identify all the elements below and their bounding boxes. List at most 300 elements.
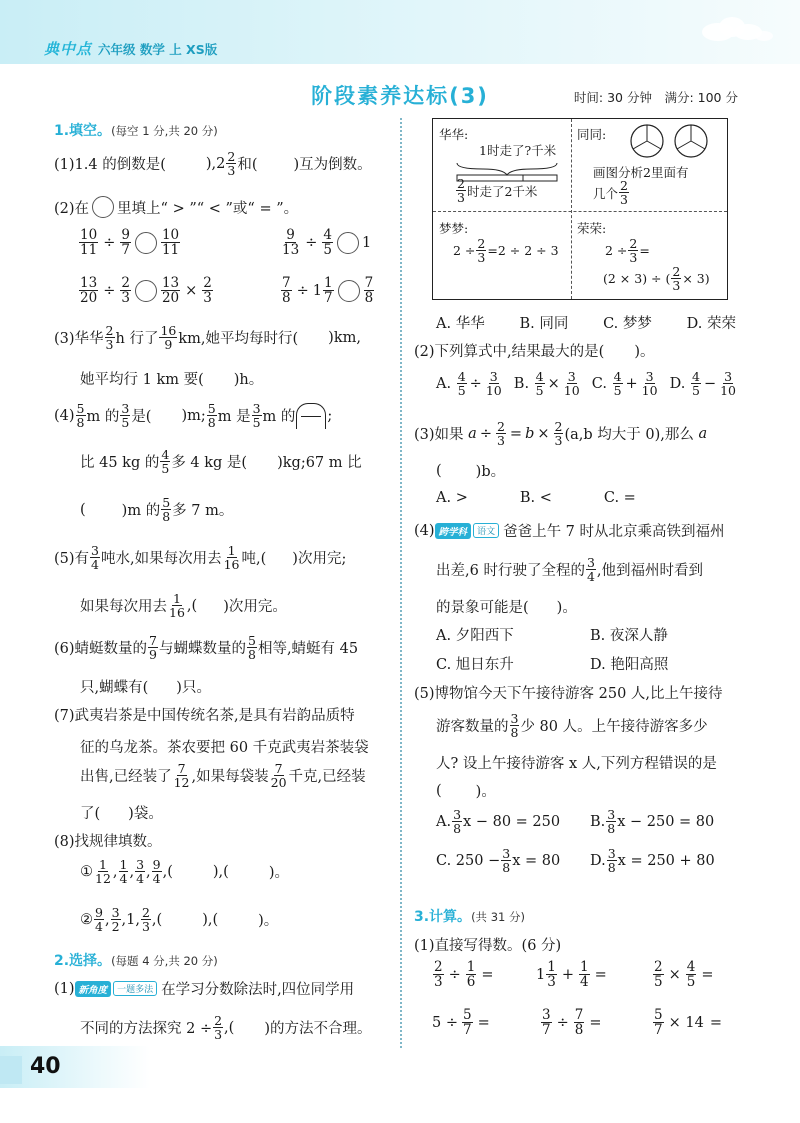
fraction: [281, 276, 292, 305]
op: ÷: [103, 234, 116, 251]
num: 2: [214, 1013, 223, 1028]
option-b[interactable]: B. 同同: [519, 316, 569, 332]
fraction: [159, 324, 177, 351]
op: =: [701, 966, 714, 983]
num: 5: [654, 1007, 663, 1023]
text: 多 7 m。: [172, 503, 234, 520]
q2-3-line2: [436, 460, 505, 481]
text: ,(: [224, 1019, 235, 1036]
num: 1: [227, 543, 236, 558]
fraction: [202, 276, 213, 305]
den: 4: [579, 974, 589, 991]
text: x − 80 = 250: [463, 813, 561, 830]
num: 2: [141, 905, 150, 920]
den: 4: [136, 871, 145, 887]
compare-item-4: [280, 276, 375, 305]
text: (2 × 3) ÷ (: [603, 271, 671, 287]
text: ),(: [212, 863, 229, 880]
text: 几个: [593, 185, 619, 201]
huahua-bottom: [455, 177, 537, 204]
den: 11: [161, 242, 180, 259]
option-b[interactable]: B. <: [519, 490, 552, 506]
op: ÷: [469, 375, 482, 392]
num: 3: [542, 1007, 551, 1023]
den: 8: [364, 290, 374, 307]
fraction: [213, 1014, 223, 1041]
text: 里填上“ > ”“ < ”或“ = ”。: [117, 200, 299, 217]
num: 1: [172, 591, 181, 606]
num: 2: [477, 236, 486, 251]
text: (1): [54, 980, 75, 997]
den: 3: [554, 433, 563, 449]
den: 8: [248, 647, 256, 663]
num: 16: [160, 323, 177, 338]
den: 7: [121, 242, 130, 259]
text: )。: [556, 600, 577, 616]
den: 8: [607, 821, 616, 837]
text: x = 250 + 80: [617, 852, 715, 869]
fraction: [79, 228, 98, 257]
num: 7: [364, 275, 374, 291]
fraction: [148, 634, 158, 661]
q1-8-seq2: ② $\frac{9}{4}$ , $\frac{3}{2}$ , 1 , $\frac{2}{3}$ ,( ),( )。: [80, 905, 279, 935]
rongrong-label: 荣荣:: [577, 221, 607, 236]
option-a[interactable]: A. >: [436, 490, 468, 506]
den: 3: [620, 192, 628, 208]
fraction: [510, 712, 520, 739]
op: +: [561, 966, 574, 983]
section-3-heading: [414, 906, 525, 926]
fraction: [641, 370, 659, 397]
text: )m;: [181, 407, 206, 424]
text: 游客数量的: [436, 719, 509, 736]
text: )互为倒数。: [293, 157, 372, 174]
den: 3: [434, 974, 443, 991]
text: x = 80: [512, 852, 561, 869]
fraction: [90, 544, 100, 571]
cloud-icon: [688, 10, 778, 44]
den: 11: [80, 242, 98, 259]
fraction: [586, 556, 596, 583]
text: ,他到福州时看到: [596, 563, 704, 580]
fraction: [111, 906, 121, 933]
op: −: [703, 375, 717, 392]
den: 9: [149, 647, 157, 663]
text: km,她平均每时行(: [178, 331, 299, 348]
fraction: [554, 420, 564, 447]
text: (4): [414, 522, 435, 539]
den: 4: [91, 557, 99, 573]
option-d[interactable]: [670, 370, 738, 397]
compare-circle[interactable]: [92, 196, 114, 218]
fraction: [168, 592, 186, 619]
den: 20: [270, 775, 287, 791]
q1-3: [54, 324, 361, 351]
section-1-heading: [54, 120, 218, 140]
text: m 是: [217, 409, 251, 426]
num: 10: [161, 227, 180, 243]
fraction: [628, 237, 638, 264]
fraction: [247, 634, 257, 661]
column-divider: [400, 118, 402, 1048]
num: 3: [91, 543, 99, 558]
q1-4-line3: [80, 496, 233, 523]
den: 8: [162, 509, 171, 525]
op: × 14: [668, 1014, 704, 1031]
q2-5-line4: [436, 780, 496, 801]
box-divider-v: [571, 119, 572, 299]
num: 4: [161, 447, 170, 462]
den: 5: [121, 415, 130, 431]
text: 只,蝴蝶有(: [80, 680, 149, 696]
text: ①: [80, 863, 93, 880]
option-c[interactable]: C. =: [603, 490, 636, 506]
den: 3: [121, 290, 130, 307]
den: 5: [252, 415, 261, 431]
num: 2: [457, 176, 465, 191]
den: 5: [613, 383, 622, 399]
fraction: [607, 847, 617, 874]
mengmeng-label: 梦梦:: [439, 221, 469, 236]
text: )km,: [328, 329, 361, 346]
text: )。: [268, 865, 289, 882]
text: 吨水,如果每次用去: [101, 551, 222, 568]
den: 9: [164, 337, 173, 353]
op: ×: [185, 282, 198, 299]
circle-diagram: [627, 123, 717, 161]
fraction: [613, 370, 623, 397]
calc-6: [652, 1008, 722, 1037]
den: 3: [672, 278, 681, 294]
num: 2: [554, 419, 563, 434]
mengmeng-expr: [453, 237, 559, 264]
text: ,(: [186, 597, 198, 614]
q2-2: [414, 340, 654, 361]
compare-item-3: [78, 276, 214, 305]
text: 和(: [237, 157, 258, 174]
heading-text: 3.计算。: [414, 909, 472, 925]
heading-note: (每空 1 分,共 20 分): [111, 124, 218, 138]
q2-5-options: [436, 808, 736, 875]
text: ),(: [202, 911, 219, 928]
op: ÷: [479, 425, 492, 442]
num: 3: [586, 555, 595, 570]
den: 3: [496, 433, 505, 449]
num: 2: [434, 959, 443, 975]
heading-note: (共 31 分): [471, 910, 525, 924]
fraction: [79, 276, 98, 305]
num: 5: [462, 1007, 472, 1023]
q1-6: [54, 634, 358, 661]
label: D.: [669, 375, 686, 392]
option-d[interactable]: D. 荣荣: [686, 316, 736, 332]
den: 10: [641, 383, 658, 399]
text: )的方法不合理。: [264, 1021, 372, 1038]
q2-4-line2: [436, 556, 703, 583]
text: 2 ÷: [605, 243, 628, 259]
text: 相等,蜻蜓有 45: [257, 641, 359, 658]
q2-5-line2: [436, 712, 708, 739]
fraction: [120, 402, 130, 429]
text: 5 ÷: [432, 1014, 458, 1031]
text: (: [80, 501, 86, 518]
text: 吨,(: [241, 551, 267, 568]
option-a[interactable]: A. 华华: [436, 316, 485, 332]
num: 13: [161, 275, 180, 291]
q2-5-line3: 人? 设上午接待游客 x 人,下列方程错误的是: [436, 756, 717, 772]
fraction: [364, 276, 375, 305]
den: 5: [691, 383, 700, 399]
den: 8: [502, 860, 511, 876]
option-a[interactable]: [436, 370, 504, 397]
text: h 行了: [115, 331, 159, 348]
op: =: [509, 425, 523, 442]
num: 4: [323, 227, 332, 243]
op: ÷: [305, 234, 318, 251]
text: 出售,已经装了: [80, 769, 172, 786]
num: 4: [457, 369, 466, 384]
q2-4-options: [436, 624, 726, 674]
calc-4: [432, 1008, 490, 1037]
num: 2: [105, 323, 114, 338]
fraction: [270, 762, 288, 789]
multi-method-badge: 一题多法: [113, 981, 157, 996]
den: 20: [80, 290, 98, 307]
text: (4): [54, 407, 75, 424]
page-title: 阶段素养达标(3): [311, 84, 489, 108]
fraction: [462, 1008, 473, 1037]
var: a: [698, 425, 708, 442]
fraction: [563, 370, 581, 397]
fraction: [606, 808, 616, 835]
text: 比 45 kg 的: [80, 455, 160, 472]
var: a: [468, 425, 477, 442]
option-a[interactable]: A. 夕阳西下: [436, 628, 514, 644]
num: 3: [567, 369, 576, 384]
var: b: [525, 425, 535, 442]
text: )。: [475, 784, 496, 800]
text: (2)在: [54, 200, 90, 217]
fraction: [535, 370, 545, 397]
num: 1: [323, 275, 333, 291]
q2-1: [54, 978, 354, 999]
fraction: [161, 276, 180, 305]
text: 爸爸上午 7 时从北京乘高铁到福州: [503, 524, 725, 540]
method-box: [432, 118, 728, 300]
fraction: [457, 370, 467, 397]
fraction: [161, 496, 171, 523]
num: 2: [496, 419, 505, 434]
num: 3: [607, 807, 616, 822]
den: 5: [535, 383, 544, 399]
q1-1: [54, 150, 372, 177]
den: 3: [629, 250, 638, 266]
text: × 3): [682, 271, 710, 287]
num: 3: [252, 401, 261, 416]
op: ×: [537, 425, 550, 442]
label: D.: [590, 852, 606, 869]
den: 10: [563, 383, 580, 399]
text: (3)华华: [54, 331, 104, 348]
option-c[interactable]: [436, 847, 590, 874]
op: ÷: [296, 282, 309, 299]
q2-1-line2: [80, 1014, 372, 1041]
text: (a,b 均大于 0),那么: [564, 427, 694, 444]
text: 的景象可能是(: [436, 600, 529, 616]
fraction: [160, 448, 170, 475]
compare-circle[interactable]: [135, 280, 157, 302]
fraction: [501, 847, 511, 874]
option-b[interactable]: B. 夜深人静: [590, 628, 668, 644]
text: ,如果每袋装: [191, 769, 269, 786]
den: 16: [223, 557, 240, 573]
text: 少 80 人。上午接待游客多少: [520, 719, 708, 736]
fraction: [719, 370, 737, 397]
q1-6-line2: [80, 676, 211, 697]
fraction: [207, 402, 217, 429]
compare-circle[interactable]: [135, 232, 157, 254]
fraction: [120, 228, 131, 257]
den: 4: [119, 871, 128, 887]
label: B.: [513, 375, 530, 392]
compare-item-1: [78, 228, 181, 257]
footer-tab: [0, 1056, 22, 1084]
value: 1: [361, 234, 372, 251]
heading-text: 1.填空。: [54, 123, 112, 139]
text: )m 的: [121, 503, 161, 520]
text: (: [436, 462, 442, 479]
text: )kg;67 m 比: [277, 455, 362, 472]
num: 3: [111, 905, 120, 920]
option-d[interactable]: D. 艳阳高照: [590, 657, 669, 673]
op: ×: [547, 375, 560, 392]
text: (1)1.4 的倒数是(: [54, 157, 166, 174]
den: 3: [227, 163, 236, 179]
page-number: 40: [30, 1054, 61, 1079]
num: 4: [691, 369, 700, 384]
fraction: [671, 265, 681, 292]
text: m 的: [262, 409, 296, 426]
fraction: [541, 1008, 552, 1037]
q1-2: [54, 196, 298, 218]
box-divider-h: [433, 211, 727, 212]
op: =: [477, 1014, 490, 1031]
q2-4-line3: [436, 596, 577, 617]
rongrong-expr1: [605, 237, 650, 264]
q1-3-line2: [80, 368, 263, 389]
text: 在学习分数除法时,四位同学用: [161, 982, 355, 998]
num: 3: [724, 369, 733, 384]
fraction: [226, 150, 236, 177]
compare-circle[interactable]: [338, 280, 360, 302]
text: 她平均行 1 km 要(: [80, 372, 204, 388]
text: 出差,6 时行驶了全程的: [436, 563, 585, 580]
q1-8-seq1: ① $\frac{1}{12}$ , $\frac{1}{4}$ , $\frac{3}{4}$ , $\frac{9}{4}$ ,( ),( )。: [80, 857, 289, 887]
text: =: [639, 243, 650, 259]
time-info: 时间: 30 分钟 满分: 100 分: [573, 90, 738, 105]
option-d[interactable]: [590, 847, 715, 874]
option-c[interactable]: C. 梦梦: [603, 316, 652, 332]
label: C.: [591, 375, 607, 392]
num: 9: [121, 227, 130, 243]
den: 12: [95, 871, 111, 887]
num: 3: [489, 369, 498, 384]
option-c[interactable]: C. 旭日东升: [436, 657, 514, 673]
den: 8: [207, 415, 216, 431]
q1-7-line3: [80, 762, 366, 789]
den: 7: [542, 1022, 551, 1039]
option-a[interactable]: [436, 808, 590, 835]
option-c[interactable]: [592, 370, 660, 397]
fraction: [476, 237, 486, 264]
text: )袋。: [128, 806, 163, 822]
num: 7: [149, 633, 157, 648]
num: 7: [274, 761, 283, 776]
fraction: [433, 960, 444, 989]
fraction: [94, 858, 112, 885]
num: 3: [645, 369, 654, 384]
fraction-blank[interactable]: [296, 403, 326, 429]
q2-3-options: [436, 490, 636, 506]
num: 3: [607, 846, 616, 862]
brand-logo: 典中点: [44, 40, 93, 58]
num: 7: [282, 275, 291, 291]
option-b[interactable]: [514, 370, 582, 397]
text: )b。: [475, 464, 506, 480]
label: A.: [436, 375, 452, 392]
fraction: [691, 370, 701, 397]
den: 4: [152, 871, 161, 887]
fraction: [152, 858, 162, 885]
huahua-label: 华华:: [439, 127, 469, 142]
whole: 1: [312, 282, 322, 299]
den: 8: [453, 821, 462, 837]
num: 9: [152, 857, 161, 872]
num: 1: [579, 959, 589, 975]
tongtong-label: 同同:: [577, 127, 607, 142]
fraction: [135, 858, 145, 885]
num: 2: [672, 264, 681, 279]
fraction: [546, 960, 557, 989]
rongrong-expr2: [603, 265, 710, 292]
den: 4: [95, 919, 103, 935]
q1-5: [54, 544, 346, 571]
den: 7: [462, 1022, 472, 1039]
text: 时走了2千米: [466, 183, 538, 199]
op: ÷: [103, 282, 116, 299]
text: (5)有: [54, 551, 90, 568]
num: 10: [80, 227, 98, 243]
num: 2: [620, 178, 628, 193]
fraction: [653, 1008, 664, 1037]
heading-text: 2.选择。: [54, 953, 112, 969]
text: ),2: [205, 155, 226, 172]
compare-circle[interactable]: [337, 232, 359, 254]
option-b[interactable]: [590, 808, 714, 835]
den: 5: [457, 383, 466, 399]
op: =: [594, 966, 607, 983]
fraction: [252, 402, 262, 429]
den: 8: [510, 725, 519, 741]
den: 3: [547, 974, 556, 991]
q2-1-options: [436, 312, 736, 333]
op: =: [709, 1014, 722, 1031]
den: 2: [111, 919, 120, 935]
fraction: [281, 228, 300, 257]
tongtong-l1: 画图分析2里面有: [593, 165, 689, 180]
op: ÷: [448, 966, 461, 983]
num: 9: [286, 227, 295, 243]
